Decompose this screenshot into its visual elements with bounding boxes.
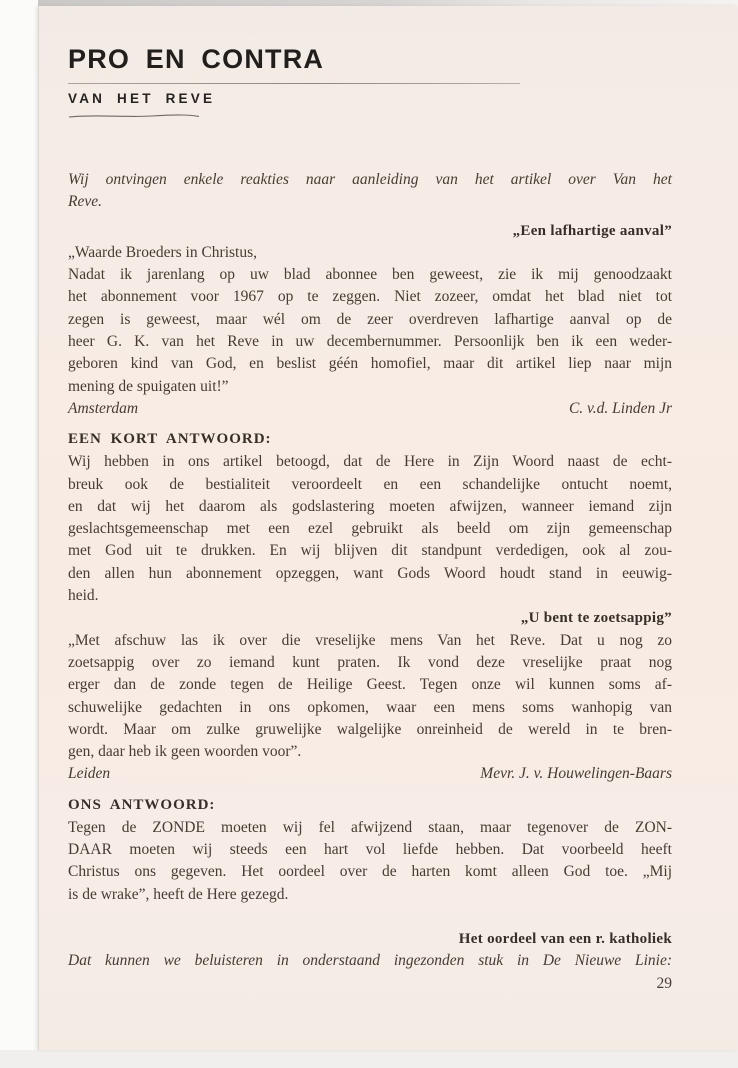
text-line: Wij ontvingen enkele reakties naar aanleiding van het artikel over Van het — [68, 171, 672, 188]
magazine-page — [38, 6, 738, 1050]
text-line: en dat wij het daarom als godslastering moeten afwijzen, wanneer iemand zijn — [68, 497, 672, 515]
page-title: PRO EN CONTRA — [68, 44, 325, 74]
text-line: is de wrake”, heeft de Here gezegd. — [68, 885, 289, 903]
text-line: met God uit te drukken. En wij blijven dit standpunt verdedigen, ook al zou- — [68, 542, 672, 560]
letter-1-salutation: „Waarde Broeders in Christus, — [68, 243, 258, 261]
text-line: mening de spuigaten uit!” — [68, 377, 229, 395]
text-line: geboren kind van God, en beslist géén homofiel, maar dit artikel liep naar mijn — [68, 355, 672, 373]
text-line: Nadat ik jarenlang op uw blad abonnee ben geweest, zie ik mij genoodzaakt — [68, 266, 672, 284]
text-line: geslachtsgemeenschap met een ezel gebruikt als beeld om zijn gemeenschap — [68, 520, 672, 538]
letter-1-author: C. v.d. Linden Jr — [568, 399, 672, 417]
closing-title: Het oordeel van een r. katholiek — [458, 930, 672, 947]
text-line: wordt. Maar om zulke gruwelijke walgelijke onreinheid de wereld in te bren- — [68, 720, 672, 738]
page-subtitle: VAN HET REVE — [68, 91, 216, 106]
text-line: Christus ons gegeven. Het oordeel over de harten komt alleen God toe. „Mij — [68, 863, 672, 881]
letter-2-title: „U bent te zoetsappig” — [520, 610, 672, 627]
text-line: Tegen de ZONDE moeten wij fel afwijzend staan, maar tegenover de ZON- — [68, 818, 672, 836]
page-content — [39, 6, 738, 995]
text-line: DAAR moeten wij steeds een hart vol liefde hebben. Dat voorbeeld heeft — [68, 841, 672, 859]
intro-paragraph — [68, 169, 672, 214]
text-line: breuk ook de bestialiteit veroordeelt en een schandelijke ontucht noemt, — [68, 475, 672, 493]
letter-1-title: „Een lafhartige aanval” — [512, 222, 672, 239]
letter-1-signature-row — [68, 398, 672, 420]
text-line: schuwelijke gedachten in ons opkomen, waar een mens soms wanhopig van — [68, 698, 672, 716]
reply-1-body — [68, 451, 672, 607]
text-line: zegen is geweest, maar wél om de zeer overdreven lafhartige aanval op de — [68, 310, 672, 328]
scan-bottom-shadow — [0, 1050, 738, 1068]
letter-2-place: Leiden — [68, 765, 111, 783]
text-line: erger dan de zonde tegen de Heilige Geest. Tegen onze wil kunnen soms af- — [68, 676, 672, 694]
page-number: 29 — [656, 974, 672, 992]
reply-2-heading: ONS ANTWOORD: — [68, 796, 216, 813]
text-line: heid. — [68, 587, 99, 605]
title-rule — [68, 83, 520, 84]
letter-2-body — [68, 630, 672, 764]
text-line: den allen hun abonnement opzeggen, want Gods Woord houdt stand in eeuwig- — [68, 564, 672, 582]
letter-2-signature-row — [68, 763, 672, 785]
text-line: gen, daar heb ik geen woorden voor”. — [68, 743, 302, 761]
letter-2-author: Mevr. J. v. Houwelingen-Baars — [480, 765, 672, 783]
text-line: heer G. K. van het Reve in uw decembernummer. Persoonlijk ben ik een weder- — [68, 333, 672, 351]
text-line: „Met afschuw las ik over die vreselijke mens Van het Reve. Dat u nog zo — [68, 631, 672, 649]
letter-1-place: Amsterdam — [68, 399, 139, 417]
closing-note: Dat kunnen we beluisteren in onderstaand ingezonden stuk in De Nieuwe Linie: — [68, 952, 672, 970]
text-line: zoetsappig over zo iemand kunt praten. Ik vond deze vreselijke praat nog — [68, 653, 672, 671]
text-line: Wij hebben in ons artikel betoogd, dat de Here in Zijn Woord naast de echt- — [68, 453, 672, 471]
reply-2-body — [68, 817, 672, 906]
text-line: Reve. — [68, 193, 102, 211]
text-line: het abonnement voor 1967 op te zeggen. Niet zozeer, omdat het blad niet tot — [68, 288, 672, 306]
letter-1-body — [68, 264, 672, 398]
reply-1-heading: EEN KORT ANTWOORD: — [68, 431, 272, 448]
subtitle-underline — [68, 113, 200, 119]
